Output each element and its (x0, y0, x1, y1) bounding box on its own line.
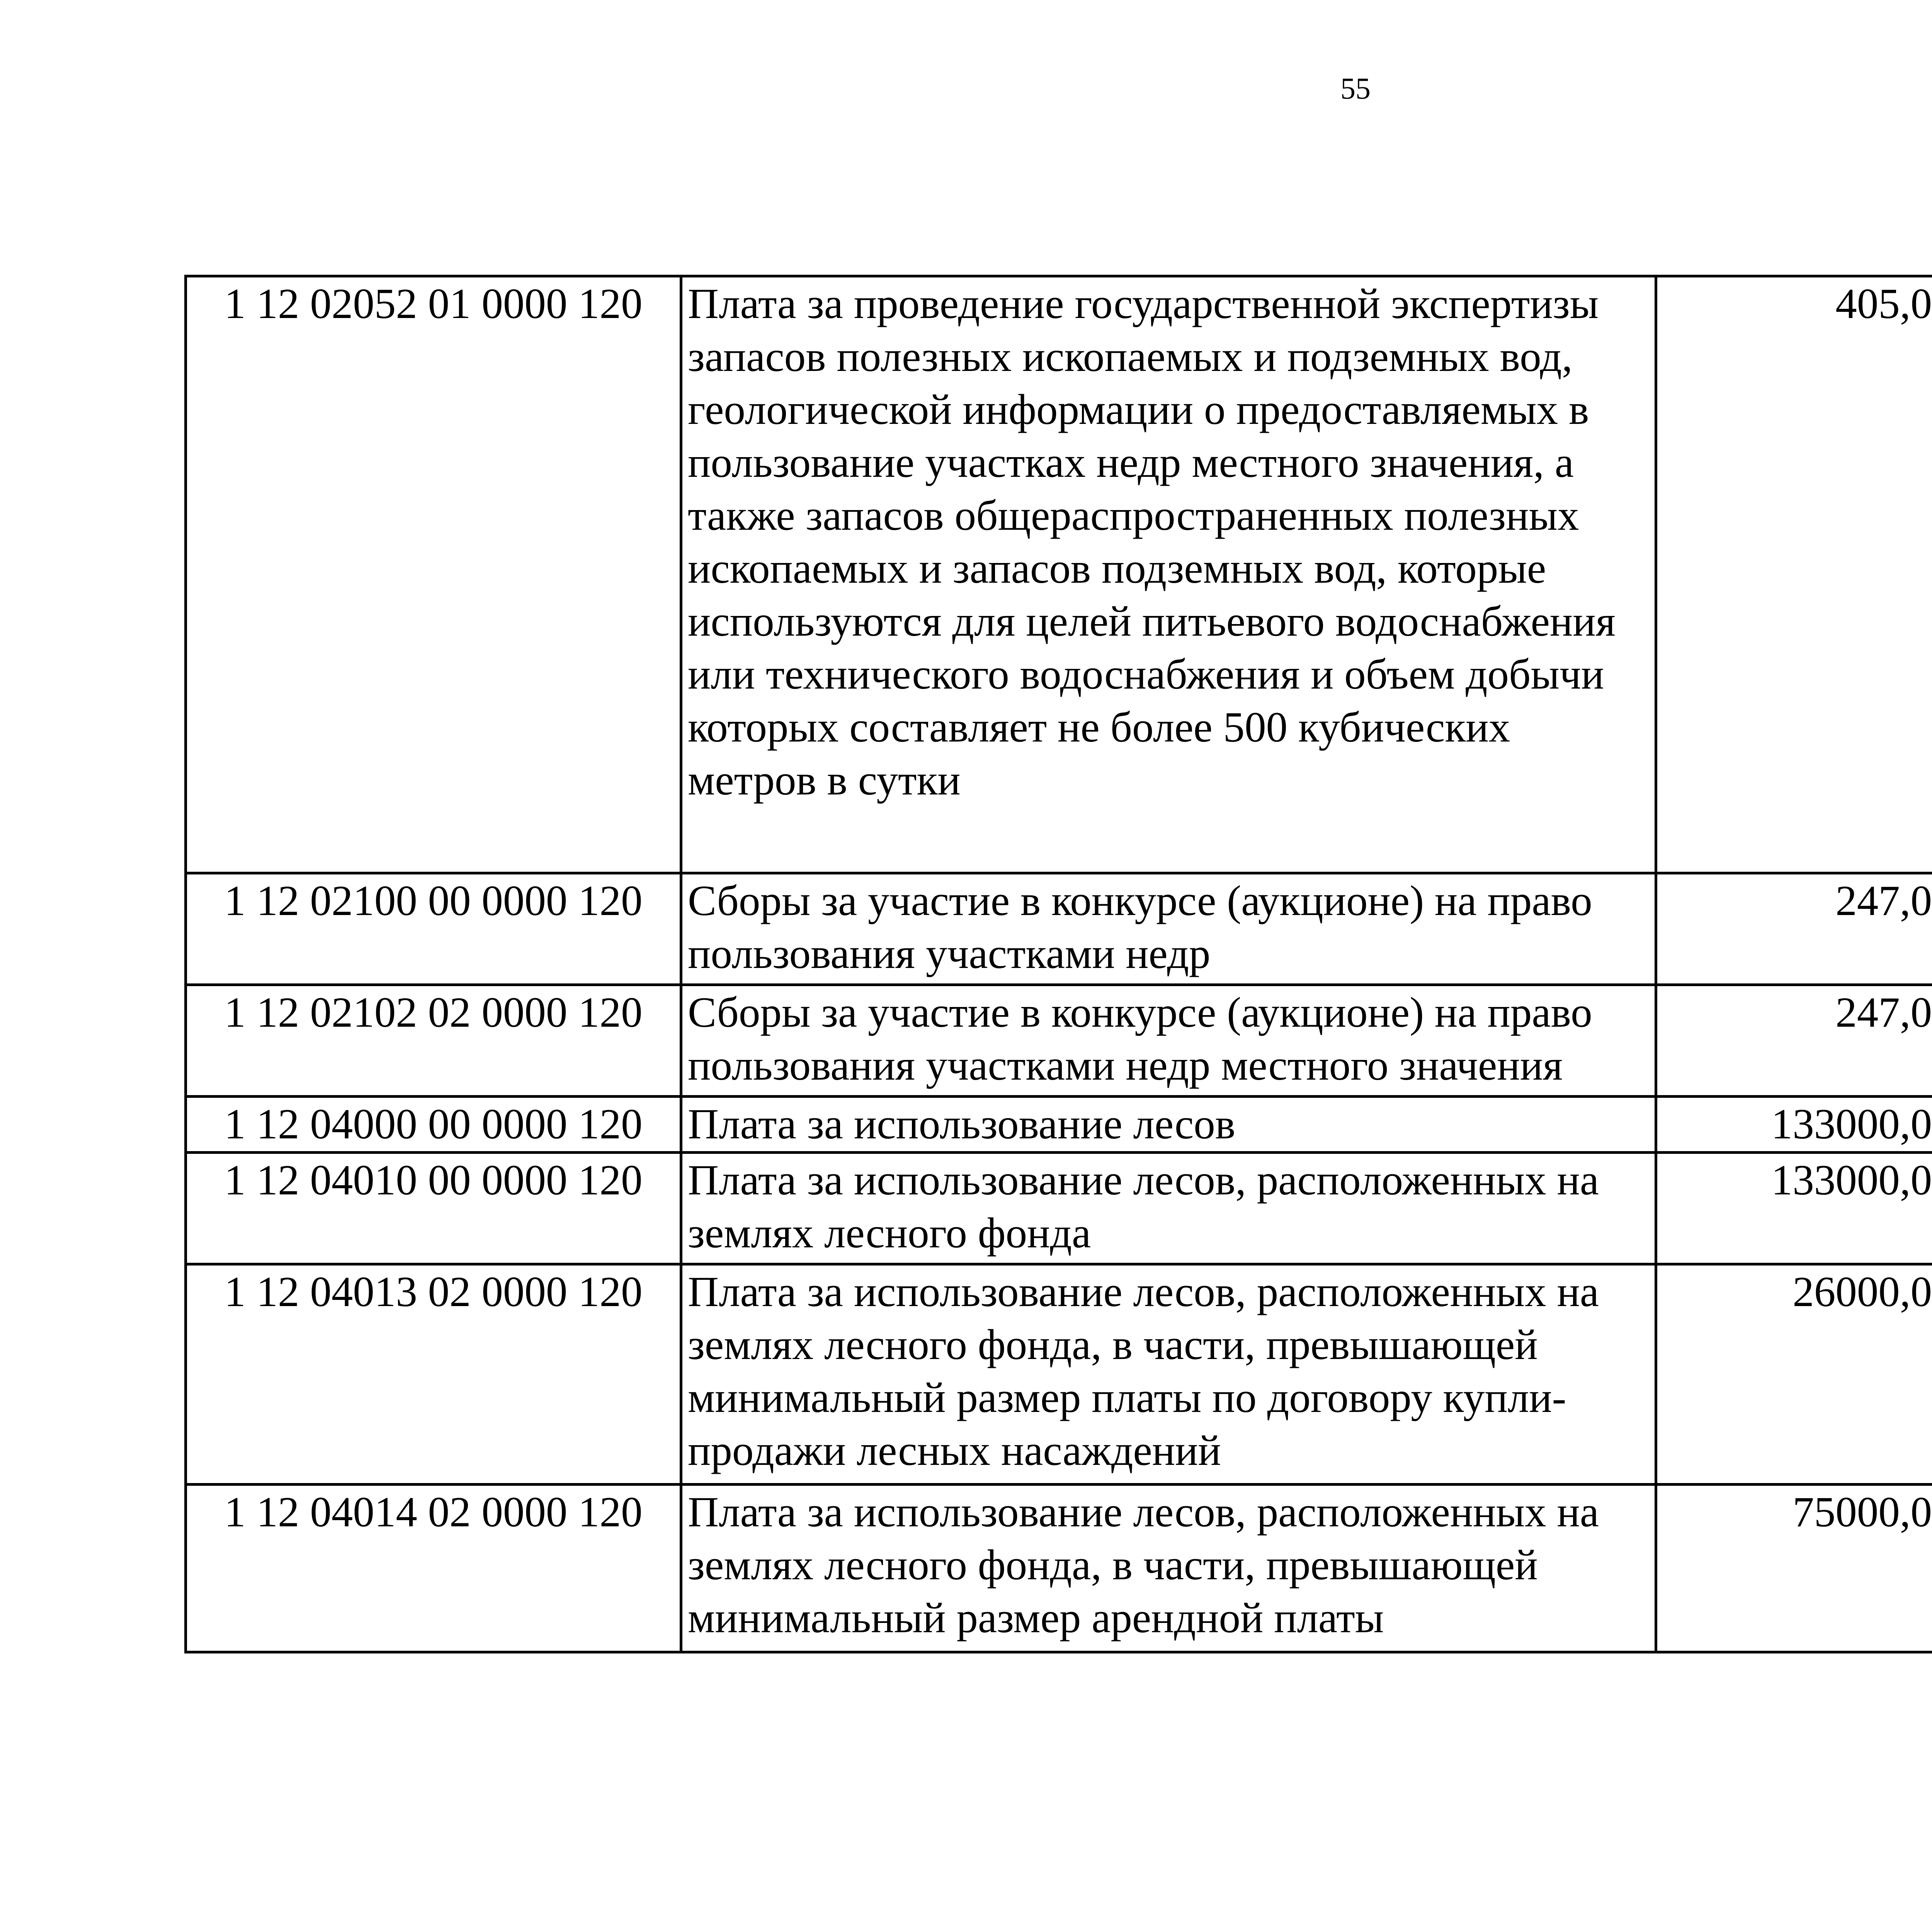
amount-year-1: 133000,0 (1656, 1097, 1932, 1153)
budget-code: 1 12 02052 01 0000 120 (186, 276, 681, 873)
amount-year-1: 247,0 (1656, 985, 1932, 1097)
amount-year-1: 26000,0 (1656, 1264, 1932, 1485)
budget-code: 1 12 04014 02 0000 120 (186, 1485, 681, 1652)
budget-code: 1 12 02100 00 0000 120 (186, 873, 681, 985)
revenue-description: Плата за использование лесов, расположенных на землях лесного фонда, в части, превышающей минимальный размер арендной платы (681, 1485, 1656, 1652)
page-number: 55 (1340, 71, 1371, 105)
budget-code: 1 12 04000 00 0000 120 (186, 1097, 681, 1153)
amount-year-1: 405,0 (1656, 276, 1932, 873)
table-row (186, 1485, 1932, 1652)
budget-code: 1 12 02102 02 0000 120 (186, 985, 681, 1097)
revenue-table (184, 275, 1932, 1653)
table-row (186, 873, 1932, 985)
amount-year-1: 247,0 (1656, 873, 1932, 985)
table-row (186, 1097, 1932, 1153)
revenue-description: Плата за использование лесов, расположенных на землях лесного фонда, в части, превышающей минимальный размер платы по договору купли-продажи лесных насаждений (681, 1264, 1656, 1485)
revenue-description: Сборы за участие в конкурсе (аукционе) на право пользования участками недр местного значения (681, 985, 1656, 1097)
revenue-description: Плата за проведение государственной экспертизы запасов полезных ископаемых и подземных вод, геологической информации о предоставляемых в пользование участках недр местного значения, а также запасов общераспространенных полезных ископаемых и запасов подземных вод, которые используются для целей питьевого водоснабжения или технического водоснабжения и объем добычи которых составляет не более 500 кубических метров в сутки (681, 276, 1656, 873)
table-row (186, 985, 1932, 1097)
amount-year-1: 133000,0 (1656, 1153, 1932, 1264)
table-row (186, 276, 1932, 873)
amount-year-1: 75000,0 (1656, 1485, 1932, 1652)
budget-code: 1 12 04013 02 0000 120 (186, 1264, 681, 1485)
revenue-description: Плата за использование лесов, расположенных на землях лесного фонда (681, 1153, 1656, 1264)
revenue-description: Сборы за участие в конкурсе (аукционе) на право пользования участками недр (681, 873, 1656, 985)
budget-code: 1 12 04010 00 0000 120 (186, 1153, 681, 1264)
table-row (186, 1264, 1932, 1485)
revenue-description: Плата за использование лесов (681, 1097, 1656, 1153)
table-row (186, 1153, 1932, 1264)
